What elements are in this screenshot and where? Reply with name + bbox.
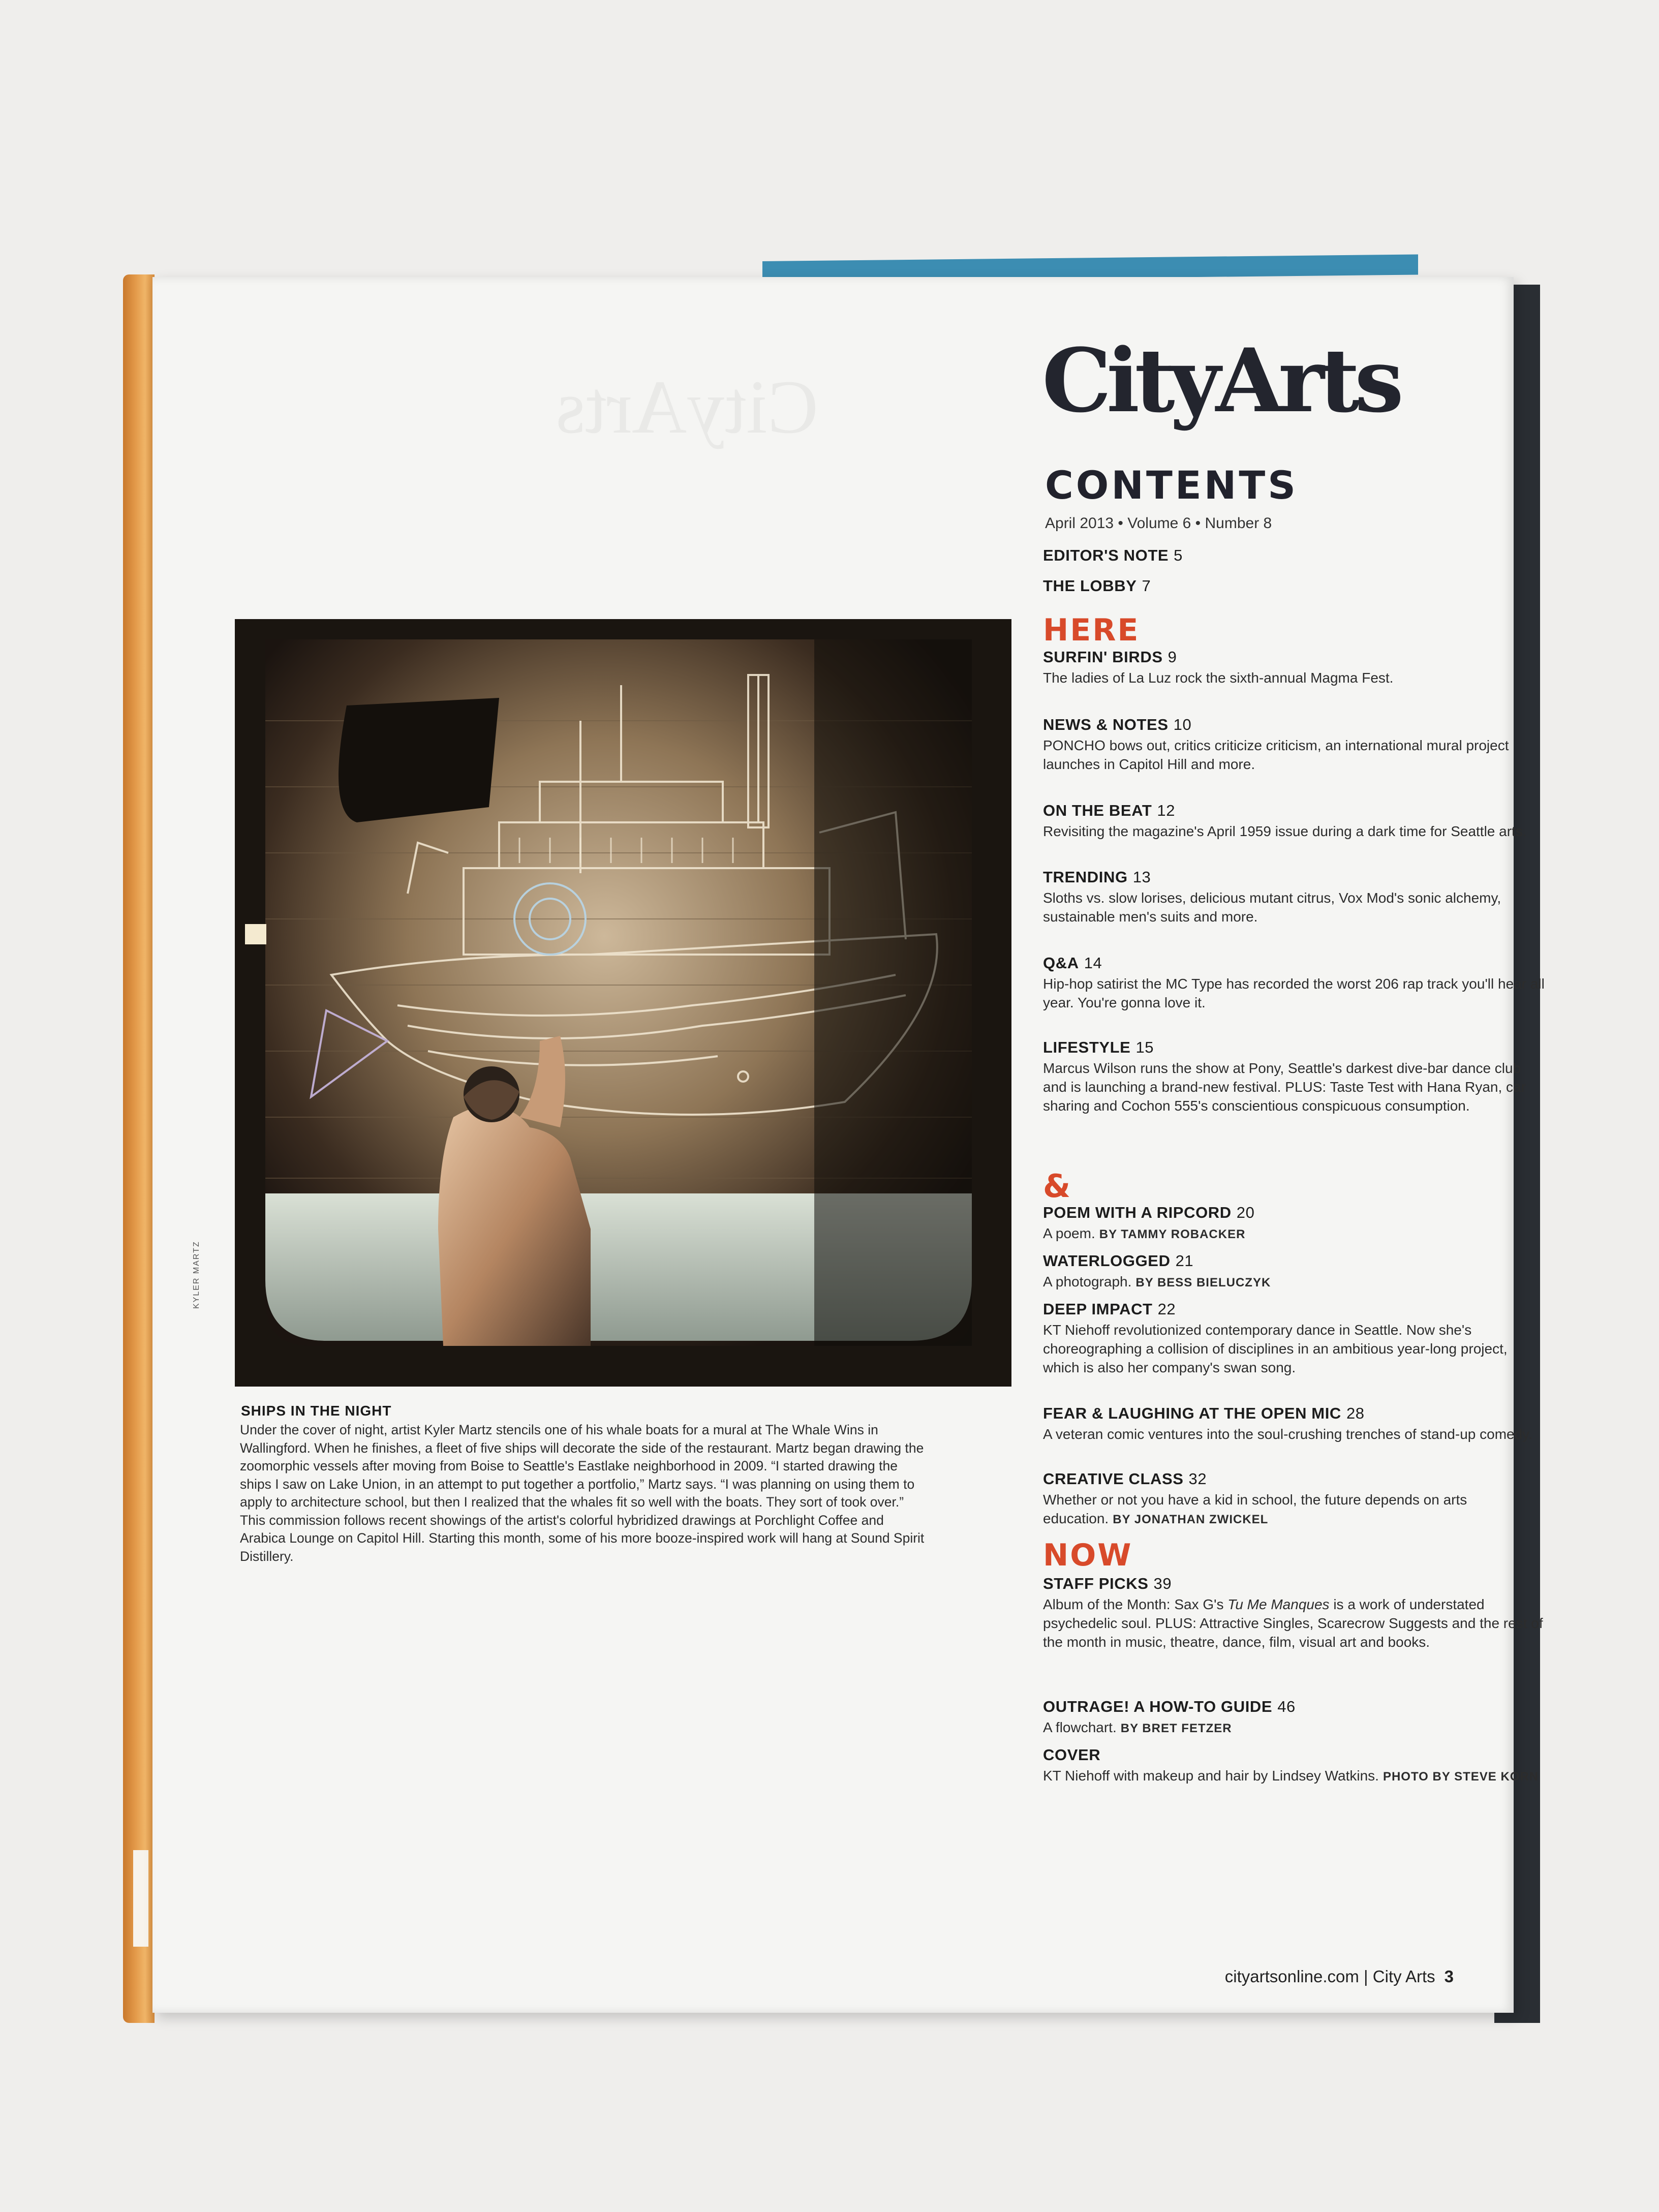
toc-entry[interactable]: Q&A 14 Hip-hop satirist the MC Type has recorded the worst 206 rap track you'll hear all year. You're gonna love it.: [1043, 954, 1545, 1010]
toc-entry[interactable]: COVER KT Niehoff with makeup and hair by Lindsey Watkins. PHOTO BY STEVE KORN: [1043, 1746, 1539, 1784]
caption-body: Under the cover of night, artist Kyler Martz stencils one of his whale boats for a mural at The Whale Wins in Wallingford. When he finishes, a fleet of five ships will decorate the side of the restaurant. Martz began drawing the zoomorphic vessels after moving from Boise to Seattle's Eastlake neighborhood in 2009. “I started drawing the ships I saw on Lake Union, in an attempt to put together a portfolio,” Martz says. “I was planning on using them to apply to architecture school, but then I realized that the whales fit so well with the boats. They sort of took over.” This commission follows recent showings of the artist's colorful hybridized drawings at Porchlight Coffee and Arabica Lounge on Capitol Hill. Starting this month, some of his more booze-inspired work will hang at Sound Spirit Distillery.: [240, 1422, 925, 1564]
toc-entry[interactable]: WATERLOGGED 21 A photograph. BY BESS BIELUCZYK: [1043, 1252, 1271, 1289]
toc-entry[interactable]: ON THE BEAT 12 Revisiting the magazine's April 1959 issue during a dark time for Seattle arts.: [1043, 802, 1527, 839]
toc-entry[interactable]: TRENDING 13 Sloths vs. slow lorises, delicious mutant citrus, Vox Mod's sonic alchemy, sustainable men's suits and more.: [1043, 868, 1501, 925]
section-and: &: [1043, 1168, 1072, 1205]
spine-label: [133, 1850, 148, 1947]
toc-entry[interactable]: OUTRAGE! A HOW-TO GUIDE 46 A flowchart. BY BRET FETZER: [1043, 1698, 1296, 1735]
page-number: 3: [1444, 1967, 1454, 1986]
toc-entry[interactable]: THE LOBBY 7: [1043, 577, 1151, 595]
toc-entry[interactable]: STAFF PICKS 39 Album of the Month: Sax G's Tu Me Manques is a work of understated psychedelic soul. PLUS: Attractive Singles, Scarecrow Suggests and the rest of the month in music, theatre, dance, film, visual art and books.: [1043, 1575, 1543, 1650]
toc-entry[interactable]: LIFESTYLE 15 Marcus Wilson runs the show at Pony, Seattle's darkest dive-bar dance club and is launching a brand-new festival. PLUS: Taste Test with Hana Ryan, car sharing and Cochon 555's conscientious conspicuous consumption.: [1043, 1038, 1526, 1114]
page-title: CONTENTS: [1045, 463, 1298, 508]
show-through-logo: [346, 363, 818, 496]
page-footer: [1225, 1967, 1454, 1986]
magazine-spine: [123, 274, 155, 2023]
toc-entry[interactable]: POEM WITH A RIPCORD 20 A poem. BY TAMMY ROBACKER: [1043, 1204, 1255, 1241]
toc-entry[interactable]: FEAR & LAUGHING AT THE OPEN MIC 28 A veteran comic ventures into the soul-crushing trenches of stand-up comedy.: [1043, 1404, 1532, 1442]
toc-entry[interactable]: SURFIN' BIRDS 9 The ladies of La Luz rock the sixth-annual Magma Fest.: [1043, 648, 1394, 686]
section-here: HERE: [1043, 612, 1140, 648]
section-now: NOW: [1043, 1538, 1133, 1573]
issue-line: April 2013 • Volume 6 • Number 8: [1045, 515, 1272, 532]
mural-photo: [235, 619, 1011, 1387]
toc-entry[interactable]: EDITOR'S NOTE 5: [1043, 546, 1183, 564]
caption-title: SHIPS IN THE NIGHT: [241, 1403, 392, 1419]
masthead-logo: CityArts: [1042, 329, 1399, 432]
photo-credit: KYLER MARTZ: [192, 1241, 201, 1309]
toc-entry[interactable]: CREATIVE CLASS 32 Whether or not you have a kid in school, the future depends on arts education. BY JONATHAN ZWICKEL: [1043, 1470, 1467, 1526]
footer-site[interactable]: cityartsonline.com | City Arts: [1224, 1967, 1435, 1986]
toc-entry[interactable]: NEWS & NOTES 10 PONCHO bows out, critics criticize criticism, an international mural project launches in Capitol Hill and more.: [1043, 716, 1509, 772]
toc-entry[interactable]: DEEP IMPACT 22 KT Niehoff revolutionized contemporary dance in Seattle. Now she's choreographing a collision of disciplines in an ambitious year-long project, which is also her company's swan song.: [1043, 1300, 1508, 1375]
magazine-page: [152, 277, 1545, 2013]
